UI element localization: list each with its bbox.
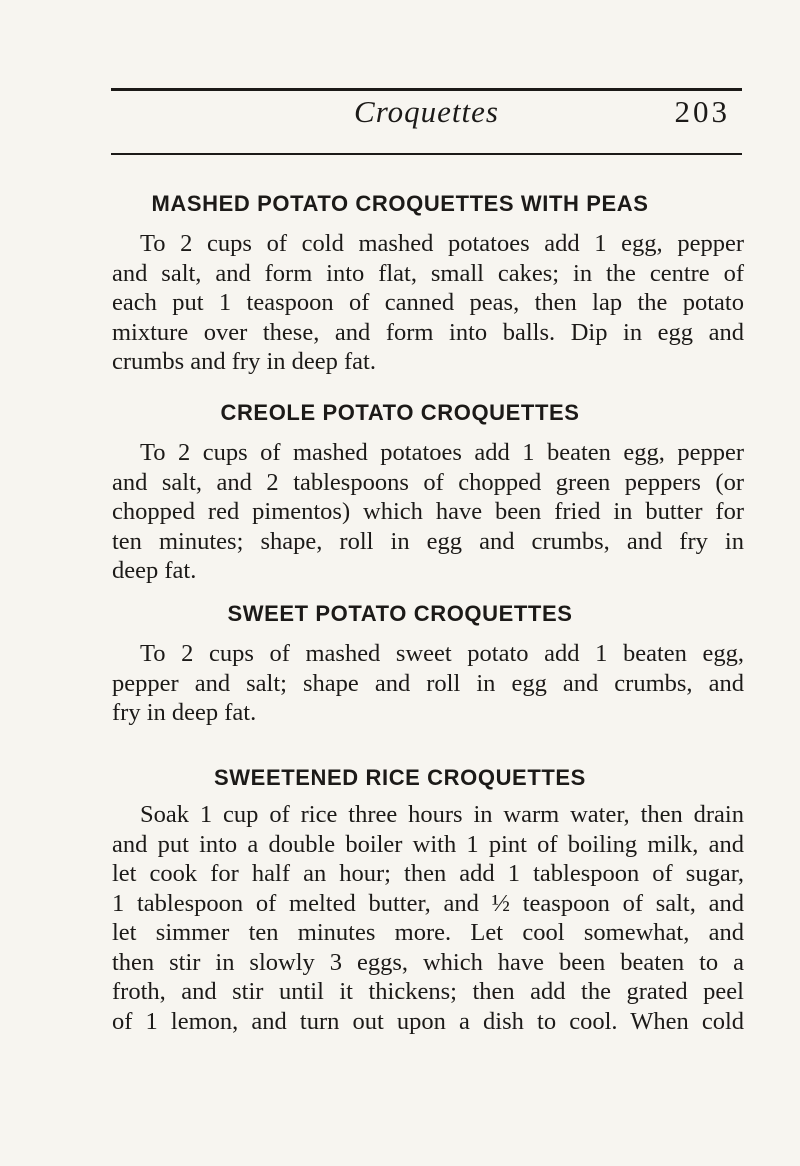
text-line: ten minutes; shape, roll in egg and crumbs, and fry in [112, 527, 744, 555]
section-body-sweet-potato-croquettes [112, 639, 744, 728]
header-rule-top [111, 88, 742, 91]
section-heading-mashed-potato-croquettes-with-peas: MASHED POTATO CROQUETTES WITH PEAS [151, 191, 649, 216]
text-line: Soak 1 cup of rice three hours in warm water, then drain [140, 801, 744, 828]
running-title: Croquettes [354, 94, 499, 129]
text-line: crumbs and fry in deep fat. [112, 348, 376, 375]
text-line: froth, and stir until it thickens; then add the grated peel [112, 978, 744, 1005]
text-line: deep fat. [112, 557, 197, 584]
text-line: To 2 cups of mashed potatoes add 1 beaten egg, pepper [140, 439, 744, 466]
running-head [111, 94, 742, 142]
text-line: To 2 cups of mashed sweet potato add 1 beaten egg, [140, 640, 744, 667]
text-line: and salt, and form into flat, small cakes; in the centre of [112, 259, 744, 287]
section-body-creole-potato-croquettes [112, 438, 744, 586]
text-line: of 1 lemon, and turn out upon a dish to cool. When cold [112, 1007, 744, 1035]
text-line: To 2 cups of cold mashed potatoes add 1 egg, pepper [140, 230, 744, 257]
text-line: chopped red pimentos) which have been fried in butter for [112, 498, 744, 525]
text-line: mixture over these, and form into balls. Dip in egg and [112, 318, 744, 346]
text-line: 1 tablespoon of melted butter, and ½ teaspoon of salt, and [112, 889, 744, 917]
section-heading-creole-potato-croquettes: CREOLE POTATO CROQUETTES [220, 400, 580, 425]
section-body-sweetened-rice-croquettes [112, 800, 744, 1036]
text-line: each put 1 teaspoon of canned peas, then lap the potato [112, 289, 744, 316]
page-number: 203 [674, 94, 730, 129]
text-line: fry in deep fat. [112, 699, 257, 726]
section-body-mashed-potato-croquettes-with-peas [112, 229, 744, 377]
text-line: and put into a double boiler with 1 pint of boiling milk, and [112, 830, 744, 858]
text-line: and salt, and 2 tablespoons of chopped green peppers (or [112, 468, 744, 496]
section-heading-sweet-potato-croquettes: SWEET POTATO CROQUETTES [227, 601, 573, 626]
text-line: let cook for half an hour; then add 1 tablespoon of sugar, [112, 860, 744, 887]
text-line: let simmer ten minutes more. Let cool somewhat, and [112, 919, 744, 946]
section-heading-sweetened-rice-croquettes: SWEETENED RICE CROQUETTES [214, 765, 586, 790]
text-line: pepper and salt; shape and roll in egg and crumbs, and [112, 669, 744, 697]
text-line: then stir in slowly 3 eggs, which have been beaten to a [112, 948, 744, 976]
header-rule-bottom [111, 153, 742, 155]
